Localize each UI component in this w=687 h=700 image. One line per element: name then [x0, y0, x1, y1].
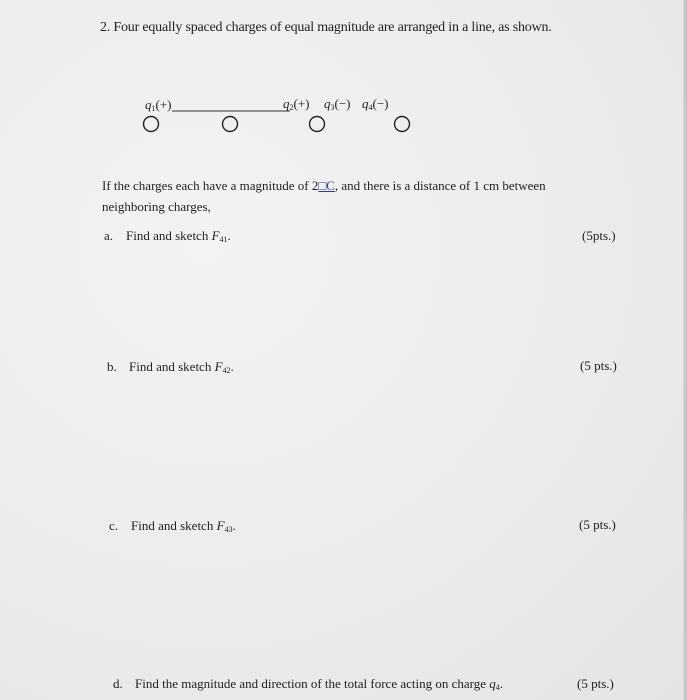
part-a-points: (5pts.): [582, 228, 616, 243]
charge-q4-circle: [395, 117, 410, 132]
part-b-question: b. Find and sketch $F_{42}$.: [107, 359, 234, 375]
part-d-points: (5 pts.): [577, 676, 614, 691]
problem-title: 2. Four equally spaced charges of equal magnitude are arranged in a line, as shown.: [100, 20, 552, 35]
charge-q2-circle: [223, 117, 238, 132]
part-d-question: d. Find the magnitude and direction of the total force acting on charge $q_4$.: [113, 676, 504, 692]
part-a-question: a. Find and sketch $F_{41}$.: [104, 228, 231, 244]
part-b-points: (5 pts.): [580, 358, 617, 373]
problem-statement: If the charges each have a magnitude of 2□C, and there is a distance of 1 cm between neighboring charges,: [102, 178, 546, 214]
charge-q4-label: $q_4(-)$: [362, 96, 389, 112]
charge-q3-label: $q_3(-)$: [324, 96, 351, 112]
part-c-question: c. Find and sketch $F_{43}$.: [109, 518, 236, 534]
part-c-points: (5 pts.): [579, 517, 616, 532]
charge-q1-circle: [144, 117, 159, 132]
charge-unit: □C: [318, 178, 335, 193]
charge-q1-label: $q_1(+)$: [145, 97, 172, 113]
charge-q2-label: $q_2(+)$: [283, 96, 310, 112]
charge-diagram: [0, 0, 687, 160]
charge-q3-circle: [310, 117, 325, 132]
